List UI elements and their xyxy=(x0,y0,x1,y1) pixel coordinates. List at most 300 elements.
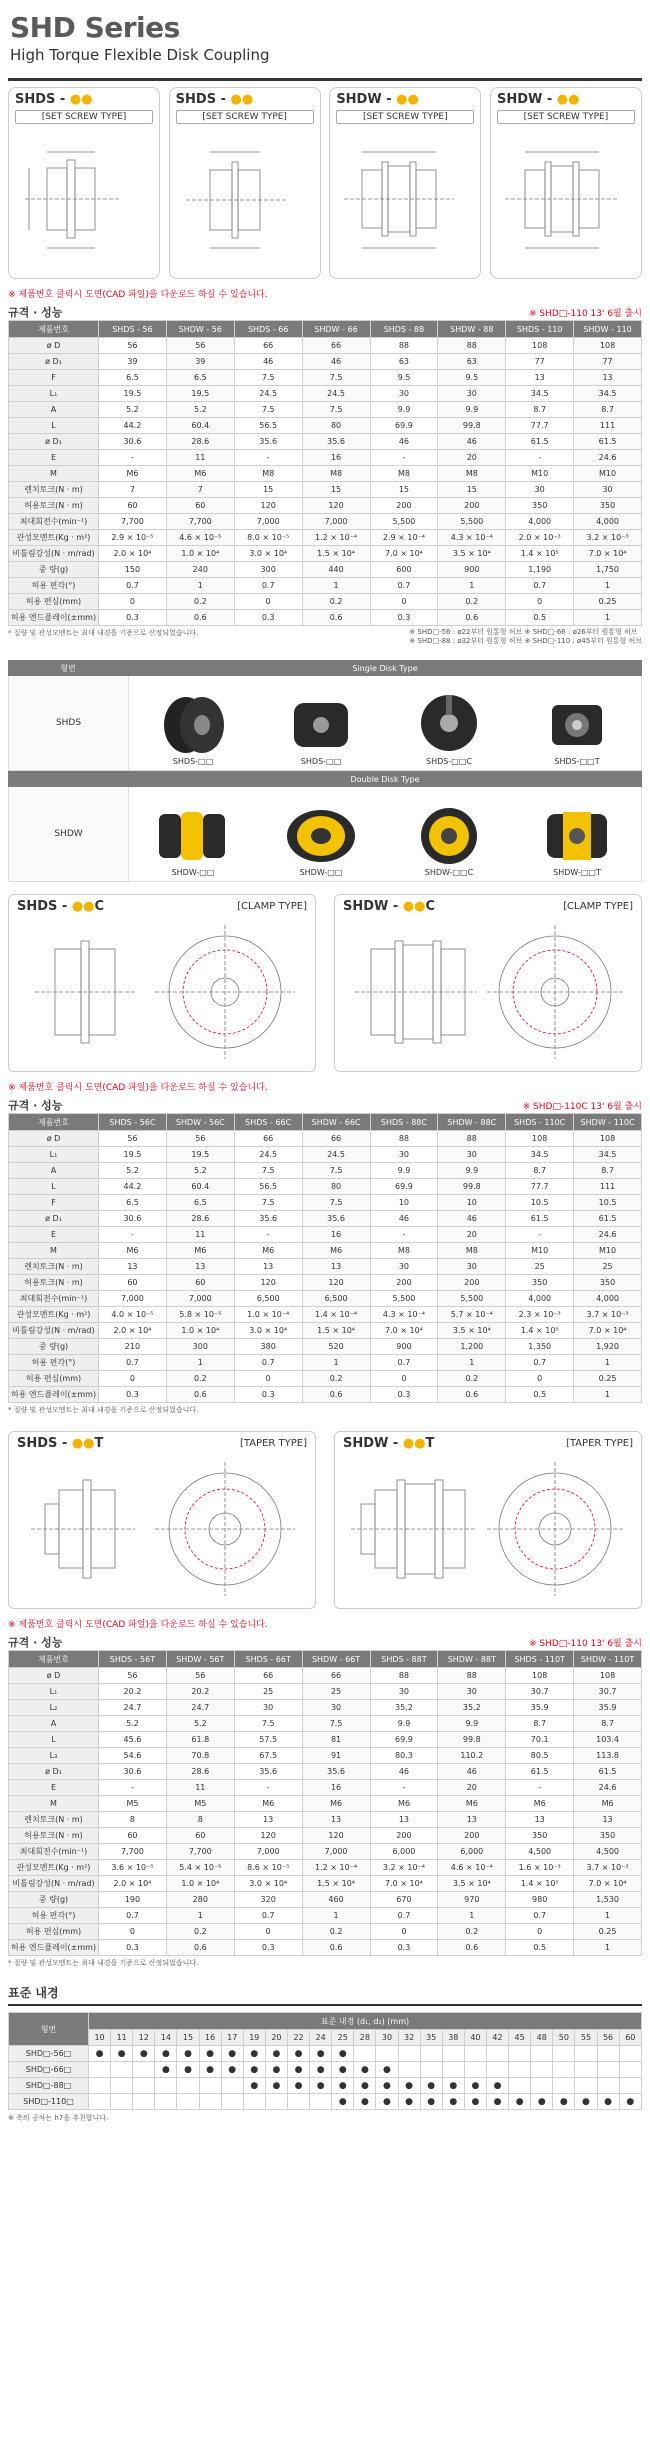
table-cell: 9.9 xyxy=(438,402,506,418)
table-cell xyxy=(376,2046,398,2062)
table-cell: 0.3 xyxy=(99,610,167,626)
clamp-card-left[interactable] xyxy=(8,894,316,1072)
bore-mark-icon: ● xyxy=(243,2046,265,2062)
dots-icon: ●● xyxy=(230,92,254,107)
taper-card-right[interactable] xyxy=(334,1431,642,1609)
table-cell: 5.4 × 10⁻⁵ xyxy=(166,1860,234,1876)
column-header: SHDW - 66T xyxy=(302,1651,370,1668)
table-cell: M6 xyxy=(234,1243,302,1259)
clamp-drawing-icon xyxy=(341,919,631,1067)
table-cell xyxy=(89,2062,111,2078)
row-name: SHDS xyxy=(9,676,129,770)
column-header: SHDW - 110T xyxy=(574,1651,642,1668)
table-cell: 11 xyxy=(166,1227,234,1243)
table-cell xyxy=(111,2062,133,2078)
coupling-photo-icon xyxy=(158,691,228,757)
row-name: SHDW xyxy=(9,787,129,881)
card-suffix: C xyxy=(425,899,436,914)
table-cell: - xyxy=(506,1227,574,1243)
size-header: 42 xyxy=(486,2030,508,2046)
table-cell: 56 xyxy=(166,1131,234,1147)
table-cell: 2.9 × 10⁻⁵ xyxy=(99,530,167,546)
table-cell: 6.5 xyxy=(99,1195,167,1211)
table-cell: 13 xyxy=(574,370,642,386)
table-cell: 45.6 xyxy=(99,1732,167,1748)
table-cell: 200 xyxy=(370,1275,438,1291)
table-cell: 13 xyxy=(302,1259,370,1275)
dots-icon: ●● xyxy=(396,92,419,107)
table-cell: 7,000 xyxy=(234,1844,302,1860)
release-badge: ※ SHD□-110 13' 6월 출시 xyxy=(528,308,642,319)
card-type: [CLAMP TYPE] xyxy=(563,901,633,912)
table-cell: 20.2 xyxy=(99,1684,167,1700)
row-label: L xyxy=(9,1732,99,1748)
table-cell: 6,000 xyxy=(370,1844,438,1860)
bore-mark-icon: ● xyxy=(619,2094,641,2110)
product-card[interactable] xyxy=(169,87,321,279)
table-cell: 19.5 xyxy=(99,1147,167,1163)
table-row xyxy=(9,610,642,626)
card-type: [SET SCREW TYPE] xyxy=(497,110,635,124)
table-cell: 0 xyxy=(99,1924,167,1940)
table-cell xyxy=(177,2094,199,2110)
table-cell xyxy=(133,2094,155,2110)
table-cell: 91 xyxy=(302,1748,370,1764)
table-cell: 15 xyxy=(370,482,438,498)
table-cell: 440 xyxy=(302,562,370,578)
table-cell: 200 xyxy=(438,1828,506,1844)
table-cell: 24.5 xyxy=(234,1147,302,1163)
table-cell: 46 xyxy=(438,1211,506,1227)
taper-card-left[interactable] xyxy=(8,1431,316,1609)
product-card[interactable] xyxy=(490,87,642,279)
table-cell: 57.5 xyxy=(234,1732,302,1748)
table-cell: 5.8 × 10⁻⁵ xyxy=(166,1307,234,1323)
table-cell: 300 xyxy=(166,1339,234,1355)
size-header: 28 xyxy=(354,2030,376,2046)
table-cell: 4.3 × 10⁻⁴ xyxy=(438,530,506,546)
table-cell: 2.0 × 10⁻³ xyxy=(506,530,574,546)
table-cell: 1 xyxy=(438,1908,506,1924)
table-cell: 7,000 xyxy=(302,1844,370,1860)
table-cell: 7,700 xyxy=(166,1844,234,1860)
coupling-photo-icon xyxy=(542,691,612,757)
table-cell xyxy=(221,2094,243,2110)
table-cell: 108 xyxy=(506,338,574,354)
product-card[interactable] xyxy=(329,87,481,279)
spec-table-set-screw xyxy=(8,320,642,626)
table-cell: 8.7 xyxy=(574,1163,642,1179)
size-header: 15 xyxy=(177,2030,199,2046)
table-cell: 350 xyxy=(506,1828,574,1844)
table-cell: 8.7 xyxy=(574,402,642,418)
coupling-photo-icon xyxy=(286,691,356,757)
table-cell: 240 xyxy=(166,562,234,578)
table-row xyxy=(9,1355,642,1371)
table-cell xyxy=(398,2046,420,2062)
bore-mark-icon: ● xyxy=(133,2046,155,2062)
table-cell: 60 xyxy=(166,498,234,514)
table-row xyxy=(9,1179,642,1195)
photo-item[interactable] xyxy=(409,802,489,877)
table-cell: 13 xyxy=(234,1812,302,1828)
bore-mark-icon: ● xyxy=(354,2094,376,2110)
table-cell: 13 xyxy=(234,1259,302,1275)
photo-item[interactable] xyxy=(153,802,233,877)
table-cell: 1 xyxy=(574,610,642,626)
table-cell: 1.5 × 10⁴ xyxy=(302,1876,370,1892)
table-cell: 25 xyxy=(302,1684,370,1700)
table-cell: 2.0 × 10⁴ xyxy=(99,1323,167,1339)
column-header: SHDW - 56C xyxy=(166,1114,234,1131)
bore-mark-icon: ● xyxy=(265,2078,287,2094)
table-cell: 7,000 xyxy=(166,1291,234,1307)
table-cell: 1 xyxy=(438,1355,506,1371)
row-label: L₂ xyxy=(9,1700,99,1716)
table-cell: 66 xyxy=(302,338,370,354)
table-cell: 0.3 xyxy=(234,1940,302,1956)
bore-mark-icon: ● xyxy=(177,2046,199,2062)
table-cell: 44.2 xyxy=(99,418,167,434)
table-cell: 30.6 xyxy=(99,1211,167,1227)
column-header: SHDS - 110T xyxy=(506,1651,574,1668)
size-header: 20 xyxy=(265,2030,287,2046)
table-cell: 0 xyxy=(234,594,302,610)
table-row xyxy=(9,386,642,402)
table-cell: 13 xyxy=(438,1812,506,1828)
table-cell: 1 xyxy=(166,578,234,594)
coupling-drawing-icon xyxy=(336,140,476,270)
size-header: 11 xyxy=(111,2030,133,2046)
spec-footnote xyxy=(0,1956,650,1972)
table-cell xyxy=(442,2046,464,2062)
table-row xyxy=(9,1764,642,1780)
row-label: M xyxy=(9,466,99,482)
table-cell: 19.5 xyxy=(166,386,234,402)
size-header: 45 xyxy=(509,2030,531,2046)
row-label: SHD□-66□ xyxy=(9,2062,89,2078)
table-cell: 15 xyxy=(234,482,302,498)
table-cell: 10.5 xyxy=(574,1195,642,1211)
table-cell: 30 xyxy=(438,1259,506,1275)
single-disk-label: Single Disk Type xyxy=(352,663,418,673)
table-cell: 60 xyxy=(166,1275,234,1291)
table-cell: 16 xyxy=(302,1780,370,1796)
photo-item[interactable] xyxy=(281,802,361,877)
table-cell: 7.0 × 10⁴ xyxy=(370,546,438,562)
table-cell: 7.5 xyxy=(302,402,370,418)
table-cell: 7.5 xyxy=(302,1163,370,1179)
bore-mark-icon: ● xyxy=(199,2046,221,2062)
clamp-card-right[interactable] xyxy=(334,894,642,1072)
table-cell: 1,530 xyxy=(574,1892,642,1908)
size-header: 48 xyxy=(531,2030,553,2046)
photo-label: SHDW-□□ xyxy=(299,868,343,877)
table-cell: 80 xyxy=(302,1179,370,1195)
row-label: 허용토크(N · m) xyxy=(9,1828,99,1844)
table-cell: 7.0 × 10⁴ xyxy=(370,1876,438,1892)
table-cell: 30 xyxy=(302,1700,370,1716)
column-header: SHDS - 66 xyxy=(234,321,302,338)
table-cell: 69.9 xyxy=(370,1179,438,1195)
table-row xyxy=(9,1275,642,1291)
table-cell: M6 xyxy=(99,1243,167,1259)
table-cell: 56.5 xyxy=(234,418,302,434)
table-cell: 3.2 × 10⁻⁴ xyxy=(370,1860,438,1876)
table-row xyxy=(9,466,642,482)
table-cell xyxy=(486,2046,508,2062)
bore-mark-icon: ● xyxy=(442,2094,464,2110)
table-cell: 13 xyxy=(506,370,574,386)
table-cell xyxy=(597,2078,619,2094)
table-row xyxy=(9,1732,642,1748)
bore-mark-icon: ● xyxy=(597,2094,619,2110)
table-cell: 0.25 xyxy=(574,1924,642,1940)
size-header: 35 xyxy=(420,2030,442,2046)
bore-mark-icon: ● xyxy=(376,2094,398,2110)
table-cell: M6 xyxy=(438,1796,506,1812)
photo-item[interactable] xyxy=(158,691,228,766)
spec-table-clamp xyxy=(8,1113,642,1403)
size-header: 38 xyxy=(442,2030,464,2046)
table-cell: 35.6 xyxy=(302,434,370,450)
table-cell: 600 xyxy=(370,562,438,578)
coupling-drawing-icon xyxy=(15,140,155,270)
photo-item[interactable] xyxy=(286,691,356,766)
table-cell: 34.5 xyxy=(506,1147,574,1163)
table-cell: 20.2 xyxy=(166,1684,234,1700)
card-name: SHDS - xyxy=(17,1436,72,1451)
row-label: 렌치토크(N · m) xyxy=(9,1259,99,1275)
footnote-text: * 질량 및 관성모멘트는 최대 내경을 기준으로 산정되었습니다. xyxy=(8,1406,199,1414)
footnote-text: * 질량 및 관성모멘트는 최대 내경을 기준으로 산정되었습니다. xyxy=(8,1959,199,1967)
table-cell: 0.7 xyxy=(370,1908,438,1924)
table-cell: 0 xyxy=(234,1371,302,1387)
row-label: 허용 엔드플레이(±mm) xyxy=(9,1387,99,1403)
cad-note: ※ 제품번호 클릭시 도면(CAD 파일)을 다운로드 하실 수 있습니다. xyxy=(8,1620,268,1630)
table-cell xyxy=(597,2062,619,2078)
table-cell: 77.7 xyxy=(506,1179,574,1195)
table-cell: 1.4 × 10⁻⁴ xyxy=(302,1307,370,1323)
table-cell: M6 xyxy=(506,1796,574,1812)
table-row xyxy=(9,530,642,546)
table-cell: 8.0 × 10⁻⁵ xyxy=(234,530,302,546)
table-cell: 8.7 xyxy=(506,1716,574,1732)
table-row xyxy=(9,1700,642,1716)
size-header: 25 xyxy=(332,2030,354,2046)
row-label: ø D xyxy=(9,338,99,354)
table-cell xyxy=(509,2046,531,2062)
table-cell: M5 xyxy=(166,1796,234,1812)
column-header: SHDW - 88 xyxy=(438,321,506,338)
column-header: SHDW - 66C xyxy=(302,1114,370,1131)
table-cell: 99.8 xyxy=(438,1732,506,1748)
table-cell: 9.5 xyxy=(370,370,438,386)
table-cell: M8 xyxy=(302,466,370,482)
table-cell: - xyxy=(99,450,167,466)
table-cell: 24.6 xyxy=(574,1227,642,1243)
table-cell: M10 xyxy=(506,466,574,482)
row-label: 허용 편각(°) xyxy=(9,1355,99,1371)
table-row xyxy=(9,482,642,498)
table-cell: 0.3 xyxy=(234,610,302,626)
column-header: SHDS - 56 xyxy=(99,321,167,338)
table-cell: 46 xyxy=(370,1211,438,1227)
table-cell: - xyxy=(370,1780,438,1796)
table-row xyxy=(9,1780,642,1796)
bore-mark-icon: ● xyxy=(332,2078,354,2094)
table-cell: 0.6 xyxy=(438,610,506,626)
table-row xyxy=(9,402,642,418)
table-cell: 77.7 xyxy=(506,418,574,434)
photo-item[interactable] xyxy=(542,691,612,766)
table-cell: 350 xyxy=(506,1275,574,1291)
table-cell: 8 xyxy=(99,1812,167,1828)
table-cell: 8.7 xyxy=(574,1716,642,1732)
table-cell xyxy=(111,2078,133,2094)
table-cell xyxy=(509,2078,531,2094)
table-cell: 1 xyxy=(302,578,370,594)
table-cell: 3.0 × 10⁴ xyxy=(234,546,302,562)
cad-note: ※ 제품번호 클릭시 도면(CAD 파일)을 다운로드 하실 수 있습니다. xyxy=(8,290,268,300)
photo-item[interactable] xyxy=(537,802,617,877)
row-label: 관성모멘트(Kg · m²) xyxy=(9,1860,99,1876)
spec-section-header xyxy=(8,1634,642,1650)
table-cell xyxy=(155,2078,177,2094)
row-label: SHD□-88□ xyxy=(9,2078,89,2094)
table-cell: 35.6 xyxy=(234,434,302,450)
dots-icon: ●● xyxy=(402,899,426,914)
table-cell xyxy=(177,2078,199,2094)
page-subtitle: High Torque Flexible Disk Coupling xyxy=(10,46,270,64)
bore-mark-icon: ● xyxy=(376,2062,398,2078)
table-cell: 1,920 xyxy=(574,1339,642,1355)
table-cell: 99.8 xyxy=(438,418,506,434)
row-label: ø D₁ xyxy=(9,1764,99,1780)
product-card[interactable] xyxy=(8,87,160,279)
table-cell: 61.5 xyxy=(506,1764,574,1780)
bore-mark-icon: ● xyxy=(89,2046,111,2062)
table-cell: 320 xyxy=(234,1892,302,1908)
photo-label: SHDS-□□ xyxy=(172,757,214,766)
table-cell: 34.5 xyxy=(574,386,642,402)
photo-label: SHDW-□□T xyxy=(553,868,601,877)
table-cell: 30 xyxy=(438,386,506,402)
section-title: 표준 내경 xyxy=(8,1984,642,2006)
table-cell: 46 xyxy=(370,434,438,450)
table-cell: 20 xyxy=(438,450,506,466)
table-cell: 0 xyxy=(99,1371,167,1387)
coupling-photo-icon xyxy=(153,802,233,868)
row-label: 최대회전수(min⁻¹) xyxy=(9,1291,99,1307)
table-cell: 108 xyxy=(506,1668,574,1684)
bore-mark-icon: ● xyxy=(155,2046,177,2062)
table-cell: 28.6 xyxy=(166,434,234,450)
table-cell: 61.8 xyxy=(166,1732,234,1748)
table-cell: 7 xyxy=(99,482,167,498)
table-cell: 0 xyxy=(99,594,167,610)
table-cell: - xyxy=(370,450,438,466)
table-cell: 30.6 xyxy=(99,434,167,450)
table-cell: 150 xyxy=(99,562,167,578)
table-cell: 9.9 xyxy=(370,1163,438,1179)
table-cell: 56 xyxy=(166,338,234,354)
table-cell: M6 xyxy=(370,1796,438,1812)
table-cell: 110.2 xyxy=(438,1748,506,1764)
table-cell: 3.0 × 10⁴ xyxy=(234,1876,302,1892)
product-photo-table xyxy=(8,660,642,882)
table-cell: 54.6 xyxy=(99,1748,167,1764)
table-cell: 99.8 xyxy=(438,1179,506,1195)
table-cell: 80.3 xyxy=(370,1748,438,1764)
table-cell: 60 xyxy=(166,1828,234,1844)
coupling-photo-icon xyxy=(409,802,489,868)
table-cell: 46 xyxy=(302,354,370,370)
column-header: SHDW - 88T xyxy=(438,1651,506,1668)
table-cell: 108 xyxy=(574,1131,642,1147)
table-cell: M10 xyxy=(506,1243,574,1259)
card-name: SHDW - xyxy=(343,1436,403,1451)
table-cell xyxy=(287,2094,309,2110)
card-type: [SET SCREW TYPE] xyxy=(15,110,153,124)
photo-label: SHDS-□□T xyxy=(554,757,600,766)
photo-item[interactable] xyxy=(414,691,484,766)
spec-table-taper xyxy=(8,1650,642,1956)
table-cell: 8.6 × 10⁻⁵ xyxy=(234,1860,302,1876)
table-cell: 0.6 xyxy=(166,610,234,626)
table-cell: 380 xyxy=(234,1339,302,1355)
table-cell: 0.2 xyxy=(166,594,234,610)
table-row xyxy=(9,514,642,530)
table-cell: 7.5 xyxy=(234,402,302,418)
bore-mark-icon: ● xyxy=(332,2094,354,2110)
table-cell: 0.7 xyxy=(99,1908,167,1924)
bore-mark-icon: ● xyxy=(464,2094,486,2110)
spec-footnote xyxy=(0,626,650,650)
table-cell: M10 xyxy=(574,1243,642,1259)
table-cell: 60.4 xyxy=(166,1179,234,1195)
table-cell: 0.2 xyxy=(438,1924,506,1940)
table-cell: 200 xyxy=(438,498,506,514)
table-cell: 30.7 xyxy=(574,1684,642,1700)
table-cell xyxy=(310,2094,332,2110)
dots-icon: ●● xyxy=(556,92,580,107)
table-cell: 60 xyxy=(99,1828,167,1844)
table-cell xyxy=(265,2094,287,2110)
table-cell: 2.0 × 10⁴ xyxy=(99,546,167,562)
table-row xyxy=(9,1940,642,1956)
table-cell: 0 xyxy=(506,594,574,610)
table-cell: 108 xyxy=(574,1668,642,1684)
table-cell: 0 xyxy=(506,1924,574,1940)
bore-mark-icon: ● xyxy=(287,2062,309,2078)
bore-mark-icon: ● xyxy=(155,2062,177,2078)
section-title: 규격 · 성능 xyxy=(8,1636,63,1649)
bore-mark-icon: ● xyxy=(177,2062,199,2078)
table-cell xyxy=(486,2062,508,2078)
table-cell: 4.6 × 10⁻⁴ xyxy=(438,1860,506,1876)
bore-mark-icon: ● xyxy=(420,2094,442,2110)
table-cell: 35.9 xyxy=(506,1700,574,1716)
table-cell: 15 xyxy=(302,482,370,498)
coupling-photo-icon xyxy=(281,802,361,868)
bore-mark-icon: ● xyxy=(310,2062,332,2078)
row-label: 관성모멘트(Kg · m²) xyxy=(9,530,99,546)
table-cell: 9.9 xyxy=(370,1716,438,1732)
column-header: 제품번호 xyxy=(9,1114,99,1131)
section-title: 규격 · 성능 xyxy=(8,1099,63,1112)
table-cell: M6 xyxy=(99,466,167,482)
